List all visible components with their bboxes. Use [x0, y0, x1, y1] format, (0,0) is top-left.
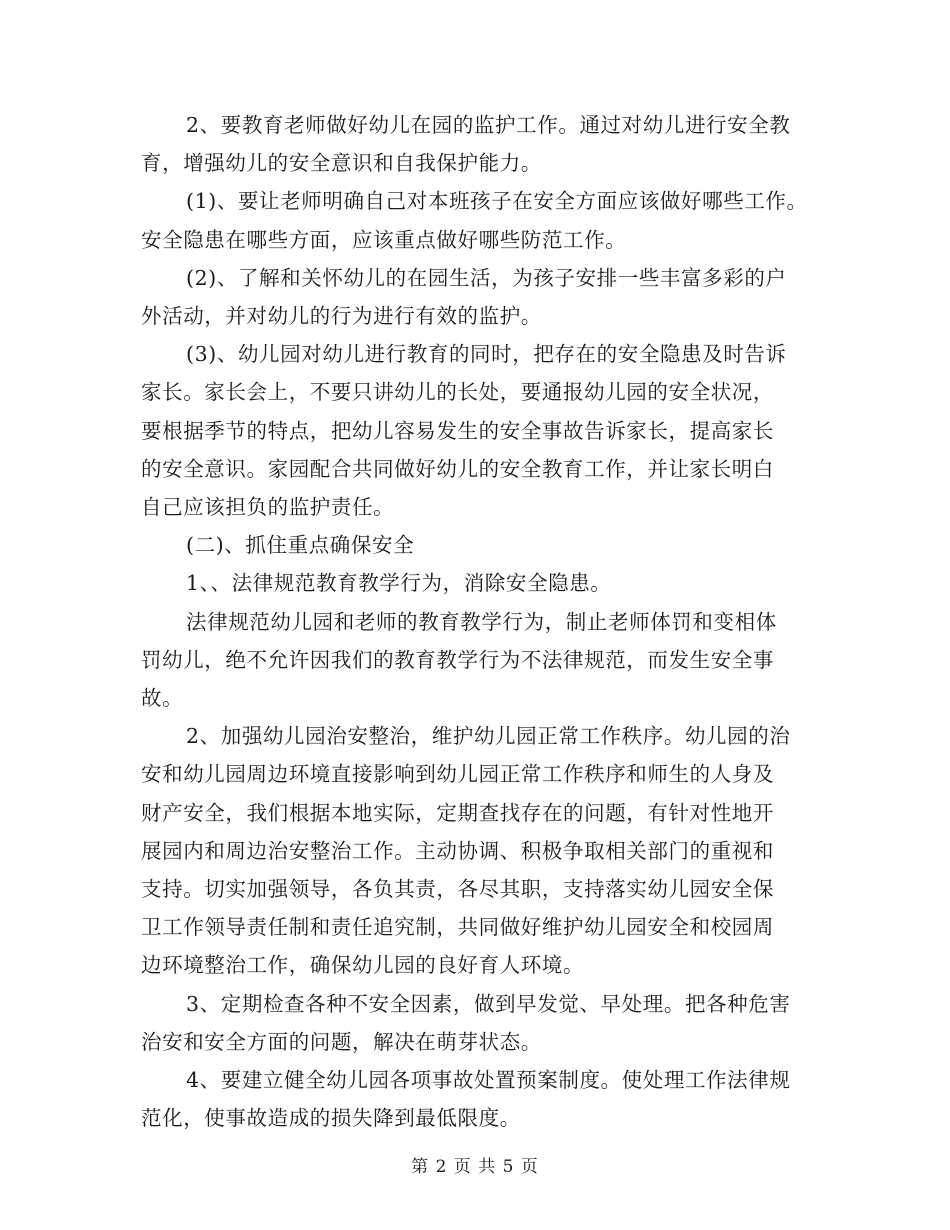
text-line: 故。: [141, 686, 184, 711]
text-line: 安全隐患在哪些方面，应该重点做好哪些防范工作。: [141, 227, 627, 252]
text-line: 家长。家长会上，不要只讲幼儿的长处，要通报幼儿园的安全状况，: [141, 380, 774, 405]
text-line: 的安全意识。家园配合共同做好幼儿的安全教育工作，并让家长明白: [141, 456, 774, 481]
paragraph-item-2: [141, 259, 831, 335]
text-line: (1)、要让老师明确自己对本班孩子在安全方面应该做好哪些工作。: [186, 189, 808, 214]
paragraph-security-rectification: [141, 717, 831, 984]
text-line: 自己应该担负的监护责任。: [141, 495, 395, 520]
paragraph-emergency-plan: [141, 1061, 831, 1137]
text-line: 外活动，并对幼儿的行为进行有效的监护。: [141, 304, 542, 329]
text-line: 2、要教育老师做好幼儿在园的监护工作。通过对幼儿进行安全教: [186, 113, 791, 137]
text-line: 4、要建立健全幼儿园各项事故处置预案制度。使处理工作法律规: [186, 1068, 791, 1093]
document-body: [141, 106, 831, 1137]
text-line: 财产安全，我们根据本地实际，定期查找存在的问题，有针对性地开: [141, 800, 774, 825]
text-line: 2、加强幼儿园治安整治，维护幼儿园正常工作秩序。幼儿园的治: [186, 724, 791, 749]
text-line: 展园内和周边治安整治工作。主动协调、积极争取相关部门的重视和: [141, 838, 774, 863]
page-number-footer: 第 2 页 共 5 页: [411, 1157, 539, 1177]
paragraph-regular-inspection: [141, 985, 831, 1061]
text-line: (2)、了解和关怀幼儿的在园生活，为孩子安排一些丰富多彩的户: [186, 265, 787, 290]
paragraph-item-3: [141, 335, 831, 526]
paragraph-item-1: [141, 182, 831, 258]
text-line: 卫工作领导责任制和责任追究制，共同做好维护幼儿园安全和校园周: [141, 915, 774, 940]
text-line: 安和幼儿园周边环境直接影响到幼儿园正常工作秩序和师生的人身及: [141, 762, 774, 787]
section-heading-focus-safety: [141, 526, 831, 564]
paragraph-teacher-supervision: [141, 106, 831, 182]
text-line: 罚幼儿，绝不允许因我们的教育教学行为不法律规范，而发生安全事: [141, 647, 774, 672]
text-line: 要根据季节的特点，把幼儿容易发生的安全事故告诉家长，提高家长: [141, 418, 774, 443]
paragraph-legal-norms: [141, 603, 831, 718]
subheading-legal-norms: [141, 564, 831, 602]
text-line: (3)、幼儿园对幼儿进行教育的同时，把存在的安全隐患及时告诉: [186, 342, 787, 367]
text-line: 1、、法律规范教育教学行为，消除安全隐患。: [186, 571, 612, 596]
text-line: 边环境整治工作，确保幼儿园的良好育人环境。: [141, 953, 585, 978]
text-line: 治安和安全方面的问题，解决在萌芽状态。: [141, 1029, 542, 1054]
text-line: (二)、抓住重点确保安全: [186, 533, 415, 558]
text-line: 支持。切实加强领导，各负其责，各尽其职，支持落实幼儿园安全保: [141, 877, 774, 902]
text-line: 育，增强幼儿的安全意识和自我保护能力。: [141, 151, 542, 176]
text-line: 法律规范幼儿园和老师的教育教学行为，制止老师体罚和变相体: [186, 609, 777, 634]
text-line: 范化，使事故造成的损失降到最低限度。: [141, 1106, 521, 1131]
text-line: 3、定期检查各种不安全因素，做到早发觉、早处理。把各种危害: [186, 991, 791, 1016]
